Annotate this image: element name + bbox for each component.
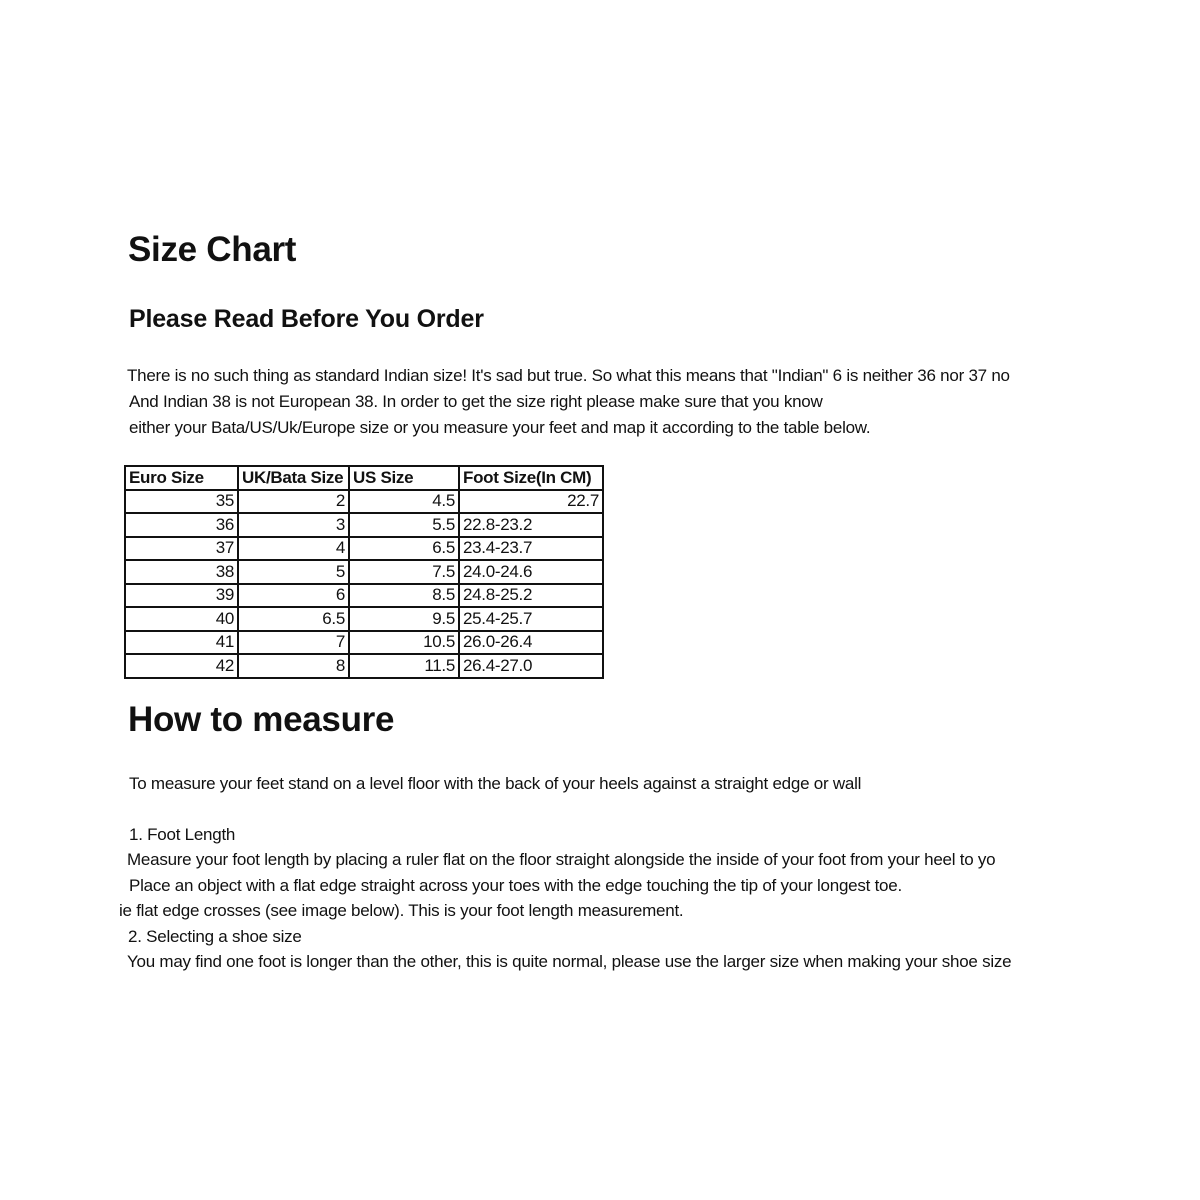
- cell-uk: 3: [238, 513, 349, 537]
- header-foot-size: Foot Size(In CM): [459, 466, 603, 490]
- cell-us: 8.5: [349, 584, 459, 608]
- step1-line-3: ie flat edge crosses (see image below). This is your foot length measurement.: [119, 901, 684, 920]
- cell-euro: 41: [125, 631, 238, 655]
- step1-line-1: Measure your foot length by placing a ruler flat on the floor straight alongside the inside of your foot from your heel to yo: [127, 850, 996, 869]
- cell-euro: 36: [125, 513, 238, 537]
- cell-euro: 42: [125, 654, 238, 678]
- intro-line-1-container: [0, 365, 1076, 391]
- table-row: [125, 490, 603, 514]
- intro-line-3: either your Bata/US/Uk/Europe size or you measure your feet and map it according to the table below.: [129, 418, 871, 437]
- cell-euro: 38: [125, 560, 238, 584]
- step2-title: 2. Selecting a shoe size: [128, 927, 302, 946]
- measure-intro: To measure your feet stand on a level floor with the back of your heels against a straight edge or wall: [129, 774, 862, 793]
- step1-title-container: [0, 824, 1076, 850]
- cell-us: 5.5: [349, 513, 459, 537]
- cell-us: 9.5: [349, 607, 459, 631]
- cell-euro: 39: [125, 584, 238, 608]
- table-header-row: [125, 466, 603, 490]
- table-row: [125, 513, 603, 537]
- cell-us: 10.5: [349, 631, 459, 655]
- page-subtitle: Please Read Before You Order: [129, 305, 484, 333]
- cell-foot: 26.4-27.0: [459, 654, 603, 678]
- header-us-size: US Size: [349, 466, 459, 490]
- cell-foot: 26.0-26.4: [459, 631, 603, 655]
- cell-euro: 37: [125, 537, 238, 561]
- step2-title-container: [0, 926, 1076, 952]
- cell-uk: 2: [238, 490, 349, 514]
- cell-foot: 23.4-23.7: [459, 537, 603, 561]
- header-uk-bata-size: UK/Bata Size: [238, 466, 349, 490]
- how-to-measure-heading: How to measure: [128, 700, 395, 739]
- cell-foot: 22.7: [459, 490, 603, 514]
- step1-line-3-container: [0, 900, 1076, 926]
- intro-line-1: There is no such thing as standard Indian size! It's sad but true. So what this means that "Indian" 6 is neither 36 nor 37 no: [127, 366, 1010, 385]
- cell-us: 6.5: [349, 537, 459, 561]
- step1-line-2: Place an object with a flat edge straight across your toes with the edge touching the tip of your longest toe.: [129, 876, 902, 895]
- intro-line-2: And Indian 38 is not European 38. In order to get the size right please make sure that you know: [129, 392, 823, 411]
- intro-line-2-container: [0, 391, 1076, 417]
- table-row: [125, 560, 603, 584]
- cell-foot: 25.4-25.7: [459, 607, 603, 631]
- page-title: Size Chart: [128, 230, 297, 269]
- cell-uk: 4: [238, 537, 349, 561]
- cell-us: 7.5: [349, 560, 459, 584]
- cell-foot: 22.8-23.2: [459, 513, 603, 537]
- cell-uk: 6.5: [238, 607, 349, 631]
- cell-us: 11.5: [349, 654, 459, 678]
- step2-line-1-container: [0, 951, 1076, 977]
- cell-foot: 24.0-24.6: [459, 560, 603, 584]
- step1-line-1-container: [0, 849, 1076, 875]
- table-row: [125, 537, 603, 561]
- cell-uk: 7: [238, 631, 349, 655]
- step1-title: 1. Foot Length: [129, 825, 236, 844]
- table-row: [125, 631, 603, 655]
- intro-line-3-container: [0, 417, 1076, 443]
- cell-uk: 8: [238, 654, 349, 678]
- cell-euro: 35: [125, 490, 238, 514]
- step2-line-1: You may find one foot is longer than the other, this is quite normal, please use the larger size when making your shoe size: [127, 952, 1012, 971]
- cell-us: 4.5: [349, 490, 459, 514]
- cell-uk: 5: [238, 560, 349, 584]
- cell-uk: 6: [238, 584, 349, 608]
- table-row: [125, 607, 603, 631]
- size-table: [124, 465, 604, 679]
- table-row: [125, 654, 603, 678]
- header-euro-size: Euro Size: [125, 466, 238, 490]
- cell-foot: 24.8-25.2: [459, 584, 603, 608]
- step1-line-2-container: [0, 875, 1076, 901]
- table-row: [125, 584, 603, 608]
- measure-intro-container: [0, 773, 1076, 799]
- cell-euro: 40: [125, 607, 238, 631]
